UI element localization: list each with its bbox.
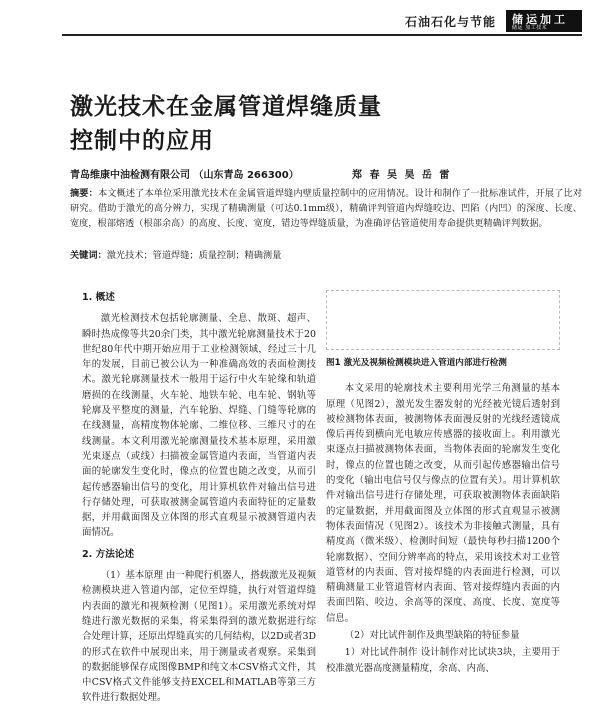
right-paragraph-3: 1）对比试件制作 设计制作对比试块3块，主要用于校准激光器高度测量精度，余高、内高、 [326, 647, 560, 674]
figure-1-placeholder [326, 290, 560, 350]
abstract-text: 本文概述了本单位采用激光技术在金属管道焊缝内壁质量控制中的应用情况。设计和制作了一批标准试件，开展了比对研究。借助于激光的高分辨力，实现了精确测量（可达0.1mm级），精确评判管道内焊缝咬边、凹陷（内凹）的深度、长度、宽度，根部熔透（根部余高）的高度、长度、宽度，错边等焊缝质量，为准确评估管道使用寿命提供更精确评判数据。 [70, 188, 583, 229]
left-column [82, 290, 316, 708]
running-header [405, 10, 582, 32]
article-title [70, 90, 382, 158]
abstract-label: 摘要： [70, 188, 98, 199]
keywords [70, 248, 582, 263]
abstract [70, 186, 582, 231]
article-title-line-2: 控制中的应用 [70, 128, 214, 154]
keywords-text: 激光技术；管道焊缝；质量控制；精确测量 [106, 250, 282, 261]
affiliation: 青岛维康中油检测有限公司 （山东青岛 266300） [70, 170, 299, 181]
authors: 郑 春 吴 昊 岳 雷 [352, 170, 452, 181]
section-1-heading: 1. 概述 [82, 292, 115, 303]
keywords-label: 关键词： [70, 250, 107, 261]
journal-name: 石油石化与节能 [404, 14, 496, 29]
article-title-line-1: 激光技术在金属管道焊缝质量 [70, 94, 382, 120]
section-2-heading: 2. 方法论述 [82, 548, 135, 560]
section-badge-title: 储运加工 [512, 13, 568, 26]
section-badge-subtitle: 储运 加工技术 [512, 25, 548, 31]
header-rule [62, 34, 582, 36]
section-badge [506, 10, 582, 32]
section-1-paragraph: 激光检测技术包括轮廓测量、全息、散斑、超声、瞬时热成像等共20余门类，其中激光轮廓测量技术于20世纪80年代中期开始应用于工业检测领域，经过三十几年的发展，目前已被公认为一种准确高效的表面检测技术。激光轮廓测量技术一般用于运行中火车轮缘和轨道磨损的在线测量，火车轮、地铁车轮、电车轮、钢轨等轮廓及平整度的测量，汽车轮胎、焊缝、门缝等轮廓的在线测量，高精度物体轮廓、二维位移、三维尺寸的在线测量。本文利用激光轮廓测量技术基本原理，采用激光束逐点（或线）扫描被金属管道内表面，当管道内表面的轮廓发生变化时，像点的位置也随之改变，从而引起传感器输出信号的变化，用计算机软件对输出信号进行存储处理，可获取被测金属管道内表面特征的定量数据，并用截面图及立体图的形式直观显示被测管道内表面情况。 [82, 313, 316, 539]
figure-1-caption: 图1 激光及视频检测模块进入管道内部进行检测 [326, 358, 507, 368]
right-paragraph-1: 本文采用的轮廓技术主要利用光学三角测量的基本原理（见图2），激光发生器发射的光经被光镜后透射到被检测物体表面，被测物体表面漫反射的光线经透镜成像后再传到横向光电敏应传感器的接收面上。利用激光束逐点扫描被测物体表面，当物体表面的轮廓发生变化时，像点的位置也随之改变，从而引起传感器输出信号的变化（输出电信号仅与像点的位置有关）。用计算机软件对输出信号进行存储处理，可获取被测物体表面缺陷的定量数据，并用截面图及立体图的形式直观显示被测物体表面情况（见图2）。该技术为非接触式测量，具有精度高（微米级）、检测时间短（最快每秒扫描1200个轮廓数据）、空间分辨率高的特点，采用该技术对工业管道管材的内表面、管对接焊缝的内表面进行检测，可以精确测量工业管道管材内表面、管对接焊缝内表面的内表面凹陷、咬边、余高等的深度、高度、长度、宽度等信息。 [326, 383, 560, 624]
right-paragraph-2: （2）对比试件制作及典型缺陷的特征参量 [344, 630, 520, 642]
right-column [326, 290, 560, 678]
section-2-paragraph: （1）基本原理 由一种爬行机器人，搭载激光及视频检测模块进入管道内部，定位至焊缝，执行对管道焊缝内表面的激光和视频检测（见图1）。采用激光系统对焊缝进行激光数据的采集，将采集得到的激光数据进行综合处理计算，还原出焊缝真实的几何结构，以2D或者3D的形式在软件中展现出来，用于测量或者观察。采集到的数据能够保存成图像BMP和纯文本CSV格式文件，其中CSV格式文件能够支持EXCEL和MATLAB等第三方软件进行数据处理。 [82, 570, 316, 704]
